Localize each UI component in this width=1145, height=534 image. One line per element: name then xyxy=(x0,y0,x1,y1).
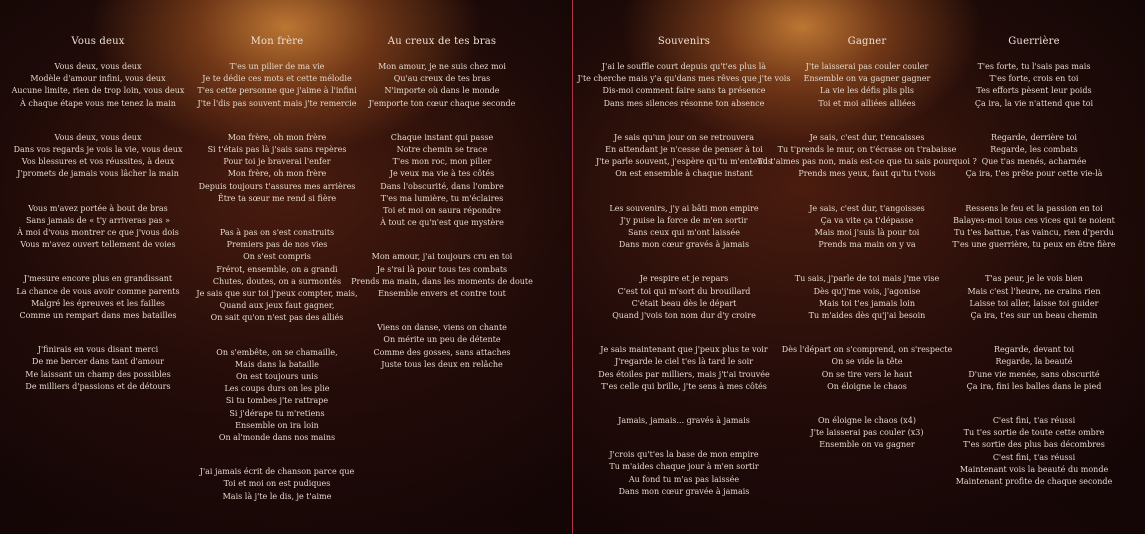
lyrics-line: J'te l'dis pas souvent mais j'te remercie xyxy=(197,98,357,108)
lyrics-stanza xyxy=(952,344,1115,393)
lyrics-stanza xyxy=(351,61,533,110)
lyrics-line: Mon amour, j'ai toujours cru en toi xyxy=(371,252,513,262)
lyrics-line: Regarde, les combats xyxy=(990,145,1078,155)
lyrics-line: Mais c'est l'heure, ne crains rien xyxy=(967,286,1101,296)
booklet-page-left xyxy=(0,0,572,534)
lyrics-stanza xyxy=(757,61,977,110)
lyrics-line: Je sais maintenant que j'peux plus te voir xyxy=(600,345,768,355)
lyrics-stanza xyxy=(757,344,977,393)
lyrics-line: Tes efforts pèsent leur poids xyxy=(976,86,1092,96)
lyrics-line: Qu'au creux de tes bras xyxy=(393,74,491,84)
lyrics-line: Regarde, derrière toi xyxy=(991,132,1077,142)
lyrics-line: Comme des gosses, sans attaches xyxy=(373,347,511,357)
lyrics-line: Ça va vite ça t'dépasse xyxy=(820,215,914,225)
lyrics-line: Vous deux, vous deux xyxy=(54,62,142,71)
lyrics-line: Prends mes yeux, faut qu'tu t'vois xyxy=(798,169,936,179)
lyrics-line: T'as peur, je le vois bien xyxy=(985,274,1083,284)
lyrics-line: On se vide la tête xyxy=(831,357,903,367)
lyrics-line: Quand aux jeux faut gagner, xyxy=(219,301,335,311)
lyrics-stanza xyxy=(12,132,185,181)
lyrics-line: Que t'as menés, acharnée xyxy=(981,157,1087,167)
lyrics-line: Si t'étais pas là j'sais sans repères xyxy=(207,145,347,155)
lyrics-line: Vous m'avez portée à bout de bras xyxy=(28,203,168,213)
lyrics-line: C'est fini, t'as réussi xyxy=(992,452,1076,462)
lyrics-line: T'es forte, tu l'sais pas mais xyxy=(977,62,1091,71)
lyrics-stanza xyxy=(12,344,185,393)
lyrics-line: Aucune limite, rien de trop loin, vous deux xyxy=(11,86,185,96)
lyrics-stanza xyxy=(12,61,185,110)
lyrics-line: Dans mon cœur gravée à jamais xyxy=(618,486,750,496)
lyrics-stanza xyxy=(952,203,1115,252)
lyrics-line: En attendant je n'cesse de penser à toi xyxy=(605,145,763,155)
lyrics-line: J'promets de jamais vous lâcher la main xyxy=(17,169,179,179)
song-title: Mon frère xyxy=(250,36,304,47)
lyrics-line: J'te cherche mais y'a qu'dans mes rêves que j'te vois xyxy=(577,74,791,84)
lyrics-stanza xyxy=(351,322,533,371)
lyrics-line: Jamais, jamais... gravés à jamais xyxy=(618,416,750,426)
lyrics-stanza xyxy=(196,347,357,445)
lyrics-line: J'finirais en vous disant merci xyxy=(37,345,159,355)
lyrics-line: Tu t'es battue, t'as vaincu, rien d'perdu xyxy=(954,228,1114,238)
lyrics-line: On mérite un peu de détente xyxy=(383,335,501,345)
lyrics-stanza xyxy=(757,132,977,181)
lyrics-line: Chaque instant qui passe xyxy=(390,132,494,142)
lyrics-line: Premiers pas de nos vies xyxy=(226,240,328,250)
lyrics-line: Quand j'vois ton nom dur d'y croire xyxy=(612,311,756,321)
lyrics-line: Tu t'aimes pas non, mais est-ce que tu sais pourquoi ? xyxy=(757,157,977,167)
lyrics-line: T'es un pilier de ma vie xyxy=(229,62,325,71)
lyrics-line: Ensemble on va gagner xyxy=(819,440,915,450)
lyrics-line: Je sais qu'un jour on se retrouvera xyxy=(613,132,755,142)
lyrics-line: La vie les défis plis plis xyxy=(819,86,914,96)
lyrics-line: Modèle d'amour infini, vous deux xyxy=(30,74,166,84)
lyrics-line: À moi d'vous montrer ce que j'vous dois xyxy=(17,228,179,238)
lyrics-stanza xyxy=(196,466,357,503)
lyrics-line: J'te parle souvent, j'espère qu'tu m'entends xyxy=(595,157,773,167)
lyrics-column-guerriere xyxy=(952,36,1115,510)
lyrics-stanza xyxy=(757,415,977,452)
lyrics-line: J'te laisserai pas couler couler xyxy=(805,62,929,71)
lyrics-line: À tout ce qu'n'est que mystère xyxy=(380,218,504,228)
lyrics-line: Mais là j'te le dis, je t'aime xyxy=(222,491,332,501)
lyrics-stanza xyxy=(952,273,1115,322)
lyrics-line: Ensemble on ira loin xyxy=(235,420,319,430)
lyrics-line: Ça ira, la vie n'attend que toi xyxy=(974,98,1094,108)
lyrics-line: Prends ma main on y va xyxy=(818,240,916,250)
lyrics-line: C'est toi qui m'sort du brouillard xyxy=(617,286,751,296)
lyrics-line: On s'embête, on se chamaille, xyxy=(216,347,338,357)
lyrics-line: J'te laisserai pas couler (x3) xyxy=(810,428,924,438)
lyrics-line: Être ta sœur me rend si fière xyxy=(217,193,337,203)
lyrics-line: Tu t'es sortie de toute cette ombre xyxy=(963,428,1105,438)
booklet-page-right xyxy=(573,0,1145,534)
lyrics-line: Maintenant profite de chaque seconde xyxy=(955,477,1113,487)
lyrics-line: Au fond tu m'as pas laissée xyxy=(628,474,740,484)
song-title: Vous deux xyxy=(71,36,125,47)
lyrics-line: Dès l'départ on s'comprend, on s'respecte xyxy=(781,345,953,355)
lyrics-line: Les souvenirs, j'y ai bâti mon empire xyxy=(609,203,759,213)
lyrics-line: Ressens le feu et la passion en toi xyxy=(965,203,1103,213)
lyrics-stanza xyxy=(196,132,357,205)
lyrics-line: Ensemble envers et contre tout xyxy=(378,289,506,299)
lyrics-line: Dès qu'j'me vois, j'agonise xyxy=(813,286,921,296)
lyrics-line: T'es mon roc, mon pilier xyxy=(392,157,492,167)
lyrics-line: Frérot, ensemble, on a grandi xyxy=(216,264,338,274)
lyrics-line: À chaque étape vous me tenez la main xyxy=(20,98,176,108)
lyrics-line: Viens on danse, viens on chante xyxy=(377,323,507,333)
lyrics-line: La chance de vous avoir comme parents xyxy=(16,286,180,296)
lyrics-line: Tu sais, j'parle de toi mais j'me vise xyxy=(794,274,940,284)
lyrics-line: On éloigne le chaos (x4) xyxy=(817,416,917,426)
lyrics-line: De milliers d'passions et de détours xyxy=(25,381,171,391)
lyrics-line: Ça ira, t'es prête pour cette vie-là xyxy=(965,169,1103,179)
lyrics-stanza xyxy=(196,61,357,110)
lyrics-line: T'es une guerrière, tu peux en être fière xyxy=(952,240,1116,250)
lyrics-line: Maintenant vois la beauté du monde xyxy=(959,464,1109,474)
lyrics-line: Comme un rempart dans mes batailles xyxy=(19,311,177,321)
lyrics-line: Je respire et je repars xyxy=(639,274,729,284)
lyrics-line: J'ai jamais écrit de chanson parce que xyxy=(199,467,355,477)
lyrics-line: Dis-moi comment faire sans ta présence xyxy=(602,86,766,96)
lyrics-line: N'importe où dans le monde xyxy=(384,86,500,96)
lyrics-line: Ça ira, t'es sur un beau chemin xyxy=(970,311,1098,321)
lyrics-line: Vous m'avez ouvert tellement de voies xyxy=(20,240,176,250)
lyrics-line: Je sais, c'est dur, t'encaisses xyxy=(809,132,925,142)
lyrics-line: Depuis toujours t'assures mes arrières xyxy=(198,181,356,191)
lyrics-line: Mon frère, oh mon frère xyxy=(227,169,327,179)
lyrics-line: Vous deux, vous deux xyxy=(54,132,142,142)
lyrics-line: Juste tous les deux en relâche xyxy=(381,359,503,369)
lyrics-line: J'y puise la force de m'en sortir xyxy=(620,215,748,225)
lyrics-stanza xyxy=(12,273,185,322)
song-title: Guerrière xyxy=(1008,36,1060,47)
lyrics-line: On est ensemble à chaque instant xyxy=(615,169,753,179)
lyrics-line: Je veux ma vie à tes côtés xyxy=(389,169,495,179)
lyrics-column-mon-frere xyxy=(196,36,357,525)
lyrics-line: Dans l'obscurité, dans l'ombre xyxy=(380,181,504,191)
lyrics-stanza xyxy=(757,203,977,252)
lyrics-line: Pour toi je braverai l'enfer xyxy=(223,157,331,167)
lyrics-line: Dans mes silences résonne ton absence xyxy=(603,98,765,108)
lyrics-stanza xyxy=(196,227,357,325)
lyrics-stanza xyxy=(12,203,185,252)
lyrics-line: T'es celle qui brille, j'te sens à mes côtés xyxy=(601,381,767,391)
lyrics-line: Tu t'prends le mur, on t'écrase on t'rabaisse xyxy=(777,145,957,155)
lyrics-line: Tu m'aides dès qu'j'ai besoin xyxy=(808,311,926,321)
lyrics-line: On sait qu'on n'est pas des alliés xyxy=(210,313,344,323)
lyrics-line: C'était beau dès le départ xyxy=(631,298,737,308)
lyrics-line: On est toujours unis xyxy=(236,372,318,382)
lyrics-line: Regarde, la beauté xyxy=(995,357,1073,367)
lyrics-line: Chutes, doutes, on a surmontés xyxy=(212,276,342,286)
lyrics-line: T'es cette personne que j'aime à l'infini xyxy=(197,86,357,96)
song-title: Au creux de tes bras xyxy=(387,36,497,47)
lyrics-line: Malgré les épreuves et les failles xyxy=(31,298,165,308)
lyrics-line: Mon frère, oh mon frère xyxy=(227,132,327,142)
lyrics-line: Toi et moi on est pudiques xyxy=(223,479,331,489)
lyrics-stanza xyxy=(351,132,533,230)
lyrics-stanza xyxy=(952,415,1115,488)
lyrics-line: J'ai le souffle court depuis qu't'es plus là xyxy=(601,62,767,71)
lyrics-line: Mais dans la bataille xyxy=(234,359,320,369)
lyrics-line: Si j'dérape tu m'retiens xyxy=(229,408,325,418)
lyrics-line: Prends ma main, dans les moments de doute xyxy=(351,276,533,286)
lyrics-line: Mais toi t'es jamais loin xyxy=(818,298,915,308)
lyrics-line: T'es sortie des plus bas décombres xyxy=(963,440,1105,450)
song-title: Souvenirs xyxy=(657,36,711,47)
lyrics-line: Je te dédie ces mots et cette mélodie xyxy=(202,74,352,84)
lyrics-stanza xyxy=(351,251,533,300)
lyrics-line: Des étoiles par milliers, mais j't'ai trouvée xyxy=(598,369,770,379)
lyrics-line: Sans ceux qui m'ont laissée xyxy=(628,228,740,238)
lyrics-line: De me bercer dans tant d'amour xyxy=(32,357,164,367)
lyrics-line: Vos blessures et vos réussites, à deux xyxy=(21,157,175,167)
lyrics-line: J'crois qu't'es la base de mon empire xyxy=(609,450,759,460)
lyrics-line: T'es ma lumière, tu m'éclaires xyxy=(380,193,504,203)
lyrics-line: J'regarde le ciel t'es là tard le soir xyxy=(614,357,754,367)
lyrics-line: On al'monde dans nos mains xyxy=(218,433,336,443)
lyrics-line: Je sais, c'est dur, t'angoisses xyxy=(809,203,925,213)
lyrics-column-au-creux-de-tes-bras xyxy=(351,36,533,393)
lyrics-line: Toi et moi alliées alliées xyxy=(818,98,916,108)
lyrics-line: Mon amour, je ne suis chez moi xyxy=(378,62,506,71)
lyrics-line: Tu m'aides chaque jour à m'en sortir xyxy=(609,462,759,472)
lyrics-line: Les coups durs on les plie xyxy=(224,384,330,394)
lyrics-column-vous-deux xyxy=(12,36,185,415)
song-title: Gagner xyxy=(847,36,887,47)
lyrics-line: C'est fini, t'as réussi xyxy=(992,416,1076,426)
lyrics-line: Je s'rai là pour tous tes combats xyxy=(376,264,508,274)
lyrics-stanza xyxy=(952,132,1115,181)
lyrics-line: On se tire vers le haut xyxy=(821,369,913,379)
lyrics-column-gagner xyxy=(757,36,977,474)
lyrics-line: On s'est compris xyxy=(243,252,311,262)
lyrics-line: Laisse toi aller, laisse toi guider xyxy=(969,298,1099,308)
lyrics-line: Dans vos regards je vois la vie, vous deux xyxy=(13,145,183,155)
lyrics-line: Ensemble on va gagner gagner xyxy=(803,74,931,84)
lyrics-line: Pas à pas on s'est construits xyxy=(219,228,335,238)
lyrics-line: Mais moi j'suis là pour toi xyxy=(814,228,920,238)
lyrics-line: D'une vie menée, sans obscurité xyxy=(968,369,1100,379)
lyrics-line: Regarde, devant toi xyxy=(993,345,1075,355)
lyrics-line: Ça ira, fini les balles dans le pied xyxy=(966,381,1102,391)
lyrics-line: Notre chemin se trace xyxy=(396,145,488,155)
lyrics-line: On éloigne le chaos xyxy=(827,381,907,391)
lyrics-stanza xyxy=(952,61,1115,110)
lyrics-line: Je sais que sur toi j'peux compter, mais, xyxy=(196,289,358,299)
lyrics-line: Dans mon cœur gravés à jamais xyxy=(618,240,750,250)
lyrics-line: T'es forte, crois en toi xyxy=(989,74,1079,84)
lyrics-line: Toi et moi on saura répondre xyxy=(383,206,501,216)
lyrics-line: J'emporte ton cœur chaque seconde xyxy=(368,98,516,108)
lyrics-line: J'mesure encore plus en grandissant xyxy=(23,274,173,284)
lyrics-stanza xyxy=(757,273,977,322)
lyrics-line: Balayes-moi tous ces vices qui te noient xyxy=(953,215,1115,225)
lyrics-line: Sans jamais de « t'y arriveras pas » xyxy=(25,215,171,225)
lyrics-line: Me laissant un champ des possibles xyxy=(25,369,171,379)
lyrics-line: Si tu tombes j'te rattrape xyxy=(225,396,329,406)
